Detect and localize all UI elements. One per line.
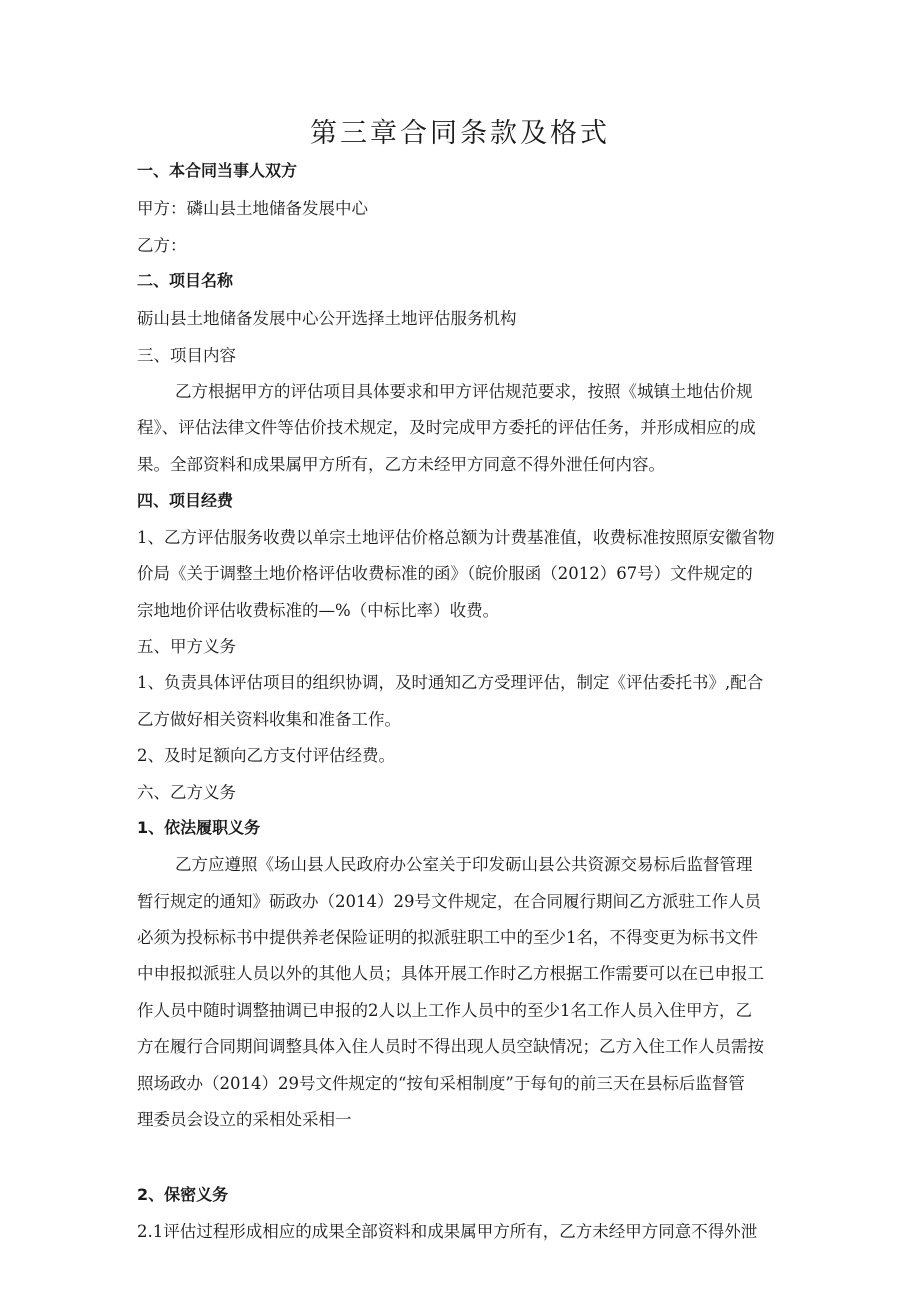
party-a-duty-1-line-2: 乙方做好相关资料收集和准备工作。	[137, 710, 401, 729]
subheading-confidentiality: 2、保密义务	[137, 1185, 229, 1204]
section-heading-project-name: 二、项目名称	[137, 271, 234, 290]
section-heading-project-fee: 四、项目经费	[137, 491, 234, 510]
project-fee-line-2: 价局《关于调整土地价格评估收费标准的函》（皖价服函（2012）67号）文件规定的	[137, 564, 753, 583]
lawful-duty-line-7: 照场政办（2014）29号文件规定的“按旬采相制度”于每旬的前三天在县标后监督管	[137, 1074, 745, 1093]
section-heading-party-a-duties: 五、甲方义务	[137, 637, 236, 656]
section-heading-parties: 一、本合同当事人双方	[137, 161, 298, 180]
party-a-duty-1-line-1: 1、负责具体评估项目的组织协调，及时通知乙方受理评估，制定《评估委托书》,配合	[137, 673, 764, 692]
subheading-lawful-duty: 1、依法履职义务	[137, 818, 261, 837]
project-name-text: 砺山县土地储备发展中心公开选择土地评估服务机构	[137, 309, 517, 328]
project-content-line-3: 果。全部资料和成果属甲方所有，乙方未经甲方同意不得外泄任何内容。	[137, 455, 665, 474]
confidentiality-line-1: 2.1评估过程形成相应的成果全部资料和成果属甲方所有，乙方未经甲方同意不得外泄	[137, 1222, 758, 1241]
lawful-duty-line-5: 作人员中随时调整抽调已申报的2人以上工作人员中的至少1名工作人员入住甲方，乙	[137, 1001, 752, 1020]
project-content-line-1: 乙方根据甲方的评估项目具体要求和甲方评估规范要求，按照《城镇土地估价规	[175, 382, 753, 401]
lawful-duty-line-1: 乙方应遵照《场山县人民政府办公室关于印发砺山县公共资源交易标后监督管理	[175, 855, 753, 874]
section-heading-party-b-duties: 六、乙方义务	[137, 783, 236, 802]
lawful-duty-line-2: 暂行规定的通知》砺政办（2014）29号文件规定，在合同履行期间乙方派驻工作人员	[137, 892, 761, 911]
lawful-duty-line-3: 必须为投标标书中提供养老保险证明的拟派驻职工中的至少1名，不得变更为标书文件	[137, 928, 758, 947]
party-a-line: 甲方：磷山县土地储备发展中心	[137, 199, 368, 218]
section-heading-project-content: 三、项目内容	[137, 346, 236, 365]
lawful-duty-line-4: 中申报拟派驻人员以外的其他人员；具体开展工作时乙方根据工作需要可以在已申报工	[137, 964, 764, 983]
project-content-line-2: 程》、评估法律文件等估价技术规定，及时完成甲方委托的评估任务，并形成相应的成	[137, 418, 756, 437]
lawful-duty-line-8: 理委员会设立的采相处采相一	[137, 1110, 352, 1129]
project-fee-line-3: 宗地地价评估收费标准的—%（中标比率）收费。	[137, 601, 500, 620]
project-fee-line-1: 1、乙方评估服务收费以单宗土地评估价格总额为计费基准值，收费标准按照原安徽省物	[137, 528, 775, 547]
party-a-duty-2: 2、及时足额向乙方支付评估经费。	[137, 746, 395, 765]
page-title: 第三章合同条款及格式	[310, 118, 610, 149]
lawful-duty-line-6: 方在履行合同期间调整具体入住人员时不得出现人员空缺情况；乙方入住工作人员需按	[137, 1037, 764, 1056]
party-b-line: 乙方：	[137, 236, 187, 255]
